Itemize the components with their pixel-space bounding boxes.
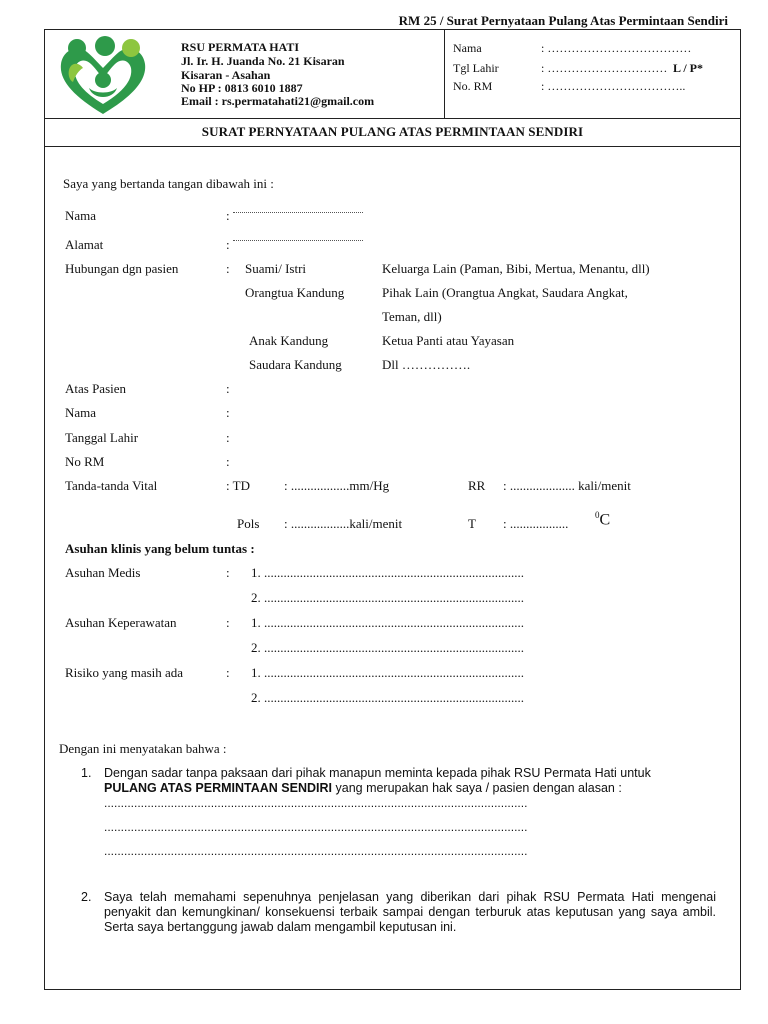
- t-unit: [595, 510, 610, 529]
- hospital-logo: [53, 34, 153, 122]
- hospital-email: Email : rs.permatahati21@gmail.com: [181, 94, 375, 108]
- item-1-line-a: Dengan sadar tanpa paksaan dari pihak manapun meminta kepada pihak RSU Permata Hati untuk: [104, 766, 651, 780]
- t-unit-c: C: [599, 511, 611, 529]
- rel-orangtua-kandung[interactable]: Orangtua Kandung: [245, 285, 345, 300]
- colon: :: [226, 237, 230, 252]
- vital-label: Tanda-tanda Vital: [65, 478, 158, 493]
- document-code: RM 25 / Surat Pernyataan Pulang Atas Permintaan Sendiri: [398, 13, 728, 28]
- pid-rm-field[interactable]: : ……………………………..: [541, 79, 686, 93]
- rel-anak-kandung[interactable]: Anak Kandung: [249, 333, 329, 348]
- hospital-phone: No HP : 0813 6010 1887: [181, 81, 303, 95]
- item-1-text: [104, 766, 716, 796]
- hubungan-label: Hubungan dgn pasien: [65, 261, 179, 276]
- risiko-line-1[interactable]: 1. ................................................................................: [251, 665, 524, 680]
- item-2-number: 2.: [81, 890, 92, 904]
- asuhan-medis-line-2[interactable]: 2. ................................................................................: [251, 590, 524, 605]
- statement-intro: Dengan ini menyatakan bahwa :: [59, 741, 227, 756]
- colon: :: [226, 565, 230, 580]
- item-2-text: Saya telah memahami sepenuhnya penjelasan yang diberikan dari pihak RSU Permata Hati mengenai penyakit dan kemungkinan/ konsekuensi terbaik sampai dengan terburuk atas keputusan yang saya ambil. Serta saya bertanggung jawab dalam mengambil keputusan ini.: [104, 890, 716, 934]
- colon: :: [226, 381, 230, 396]
- title-rule: [45, 146, 740, 147]
- pid-rm-label: No. RM: [453, 79, 493, 93]
- t-label: T: [468, 516, 476, 531]
- reason-line-2[interactable]: ...............................................................................................................................: [104, 820, 528, 834]
- t-unit-degree: 0: [595, 510, 600, 520]
- hospital-name: RSU PERMATA HATI: [181, 40, 300, 54]
- pols-label: Pols: [237, 516, 260, 531]
- pid-tgl-label: Tgl Lahir: [453, 61, 499, 75]
- colon: :: [226, 430, 230, 445]
- signer-alamat-label: Alamat: [65, 237, 104, 252]
- header-divider: [444, 30, 445, 118]
- atas-pasien-label: Atas Pasien: [65, 381, 127, 396]
- item-1-bold: PULANG ATAS PERMINTAAN SENDIRI: [104, 781, 333, 795]
- colon: :: [226, 405, 230, 420]
- rel-keluarga-lain[interactable]: Keluarga Lain (Paman, Bibi, Mertua, Menantu, dll): [382, 261, 650, 276]
- rel-saudara-kandung[interactable]: Saudara Kandung: [249, 357, 342, 372]
- rr-field[interactable]: : .................... kali/menit: [503, 478, 631, 493]
- pasien-nama-label: Nama: [65, 405, 97, 420]
- form-title: SURAT PERNYATAAN PULANG ATAS PERMINTAAN SENDIRI: [201, 124, 584, 139]
- rr-label: RR: [468, 478, 486, 493]
- pasien-tgl-label: Tanggal Lahir: [65, 430, 139, 445]
- colon: :: [226, 615, 230, 630]
- intro-text: Saya yang bertanda tangan dibawah ini :: [63, 176, 274, 191]
- pid-tgl-field[interactable]: : …………………………: [541, 61, 668, 75]
- risiko-line-2[interactable]: 2. ................................................................................: [251, 690, 524, 705]
- td-field[interactable]: : ..................mm/Hg: [284, 478, 390, 493]
- asuhan-keperawatan-line-2[interactable]: 2. ................................................................................: [251, 640, 524, 655]
- reason-line-3[interactable]: ...............................................................................................................................: [104, 844, 528, 858]
- pid-nama-field[interactable]: : ………………………………: [541, 41, 692, 55]
- item-1-number: 1.: [81, 766, 92, 780]
- rel-suami-istri[interactable]: Suami/ Istri: [245, 261, 307, 276]
- rel-dll[interactable]: Dll …………….: [382, 357, 471, 372]
- hospital-address-1: Jl. Ir. H. Juanda No. 21 Kisaran: [181, 54, 345, 68]
- pid-nama-label: Nama: [453, 41, 482, 55]
- form-frame: [44, 29, 741, 990]
- colon: :: [226, 665, 230, 680]
- colon: :: [226, 208, 230, 223]
- risiko-label: Risiko yang masih ada: [65, 665, 184, 680]
- rel-ketua-panti[interactable]: Ketua Panti atau Yayasan: [382, 333, 515, 348]
- asuhan-keperawatan-line-1[interactable]: 1. ................................................................................: [251, 615, 524, 630]
- colon: :: [226, 261, 230, 276]
- signer-alamat-field[interactable]: [233, 240, 363, 241]
- t-field[interactable]: : ..................: [503, 516, 569, 531]
- asuhan-medis-label: Asuhan Medis: [65, 565, 141, 580]
- signer-nama-field[interactable]: [233, 212, 363, 213]
- asuhan-keperawatan-label: Asuhan Keperawatan: [65, 615, 177, 630]
- td-label: : TD: [226, 478, 250, 493]
- pasien-rm-label: No RM: [65, 454, 105, 469]
- pols-field[interactable]: : ..................kali/menit: [284, 516, 403, 531]
- pid-sex-option[interactable]: L / P*: [673, 61, 704, 75]
- colon: :: [226, 454, 230, 469]
- asuhan-heading: Asuhan klinis yang belum tuntas :: [65, 541, 255, 556]
- reason-line-1[interactable]: ...............................................................................................................................: [104, 796, 528, 810]
- rel-pihak-lain-cont: Teman, dll): [382, 309, 442, 324]
- asuhan-medis-line-1[interactable]: 1. ................................................................................: [251, 565, 524, 580]
- rel-pihak-lain[interactable]: Pihak Lain (Orangtua Angkat, Saudara Angkat,: [382, 285, 628, 300]
- signer-nama-label: Nama: [65, 208, 97, 223]
- item-1-line-b: yang merupakan hak saya / pasien dengan alasan :: [332, 781, 622, 795]
- hospital-address-2: Kisaran - Asahan: [181, 68, 271, 82]
